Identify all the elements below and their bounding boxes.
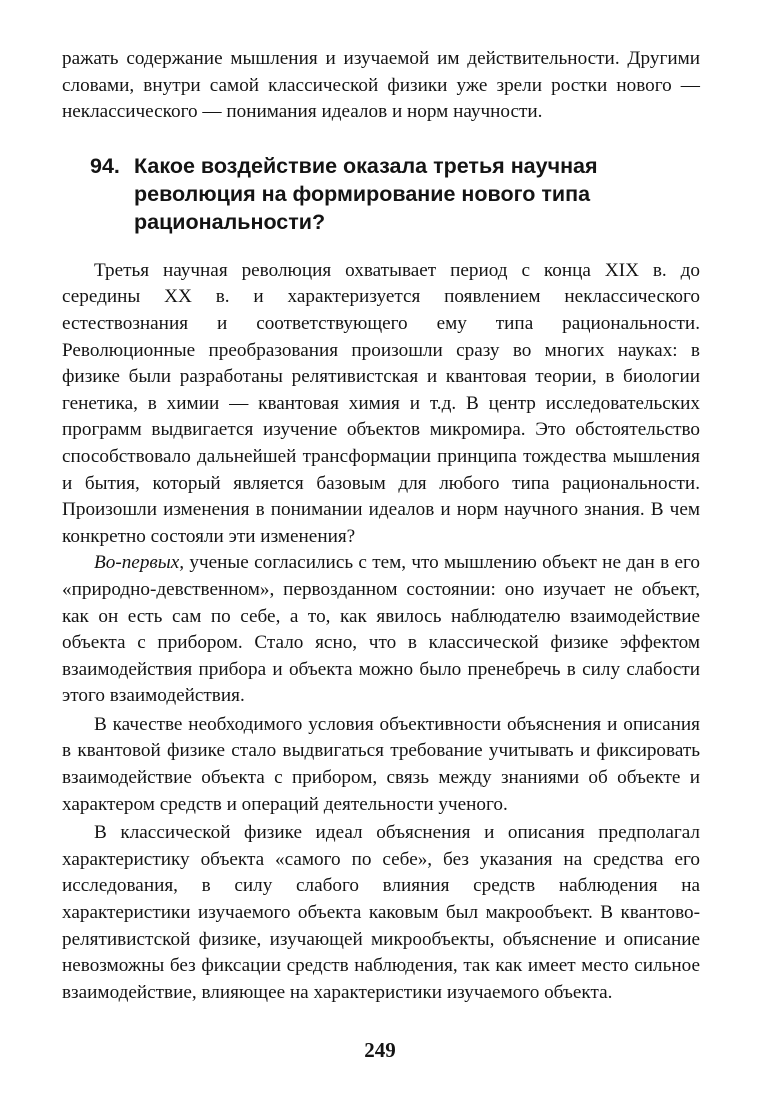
body-paragraph-3	[62, 712, 700, 818]
page-number: 249	[364, 1038, 396, 1062]
section-heading	[62, 152, 700, 236]
paragraph-text: Третья научная революция охватывает период с конца XIX в. до середины XX в. и характеризуется появлением неклассического естествознания и соответствующего ему типа рациональности. Революционные преобразования произошли сразу во многих науках: в физике были разработаны релятивистская и квантовая теории, в биологии генетика, в химии — квантовая химия и т.д. В центр исследовательских программ выдвигается изучение объектов микромира. Это обстоятельство способствовало дальнейшей трансформации принципа тождества мышления и бытия, который является базовым для любого типа рациональности. Произошли изменения в понимании идеалов и норм научного знания. В чем конкретно состояли эти изменения?	[62, 259, 700, 547]
paragraph-lead-italic: Во-первых,	[94, 552, 185, 574]
body-paragraph-1	[62, 258, 700, 551]
section-number: 94.	[90, 153, 120, 178]
intro-paragraph: ражать содержание мышления и изучаемой им действительности. Другими словами, внутри самой классической физики уже зрели ростки нового — неклассического — понимания идеалов и норм научности.	[62, 48, 700, 123]
section-title: Какое воздействие оказала третья научная революция на формирование нового типа рациональности?	[134, 153, 598, 234]
body-paragraph-4	[62, 820, 700, 1006]
paragraph-text: В классической физике идеал объяснения и описания предполагал характеристику объекта «самого по себе», без указания на средства его исследования, в силу слабого влияния средств наблюдения на характеристики изучаемого объекта каковым был макрообъект. В квантово-релятивистской физике, изучающей микрообъекты, объяснение и описание невозможны без фиксации средств наблюдения, так как имеет место сильное взаимодействие, влияющее на характеристики изучаемого объекта.	[62, 822, 700, 1003]
paragraph-text: ученые согласились с тем, что мышлению объект не дан в его «природно-девственном», первозданном состоянии: оно изучает не объект, как он есть сам по себе, а то, как явилось наблюдателю взаимодействие объекта с прибором. Стало ясно, что в классической физике эффектом взаимодействия прибора и объекта можно было пренебречь в силу слабости этого взаимодействия.	[62, 552, 700, 707]
body-paragraph-2	[62, 550, 700, 710]
page-body	[62, 46, 700, 1006]
paragraph-text: В качестве необходимого условия объективности объяснения и описания в квантовой физике стало выдвигаться требование учитывать и фиксировать взаимодействие объекта с прибором, связь между знаниями об объекте и характером средств и операций деятельности ученого.	[62, 713, 700, 815]
